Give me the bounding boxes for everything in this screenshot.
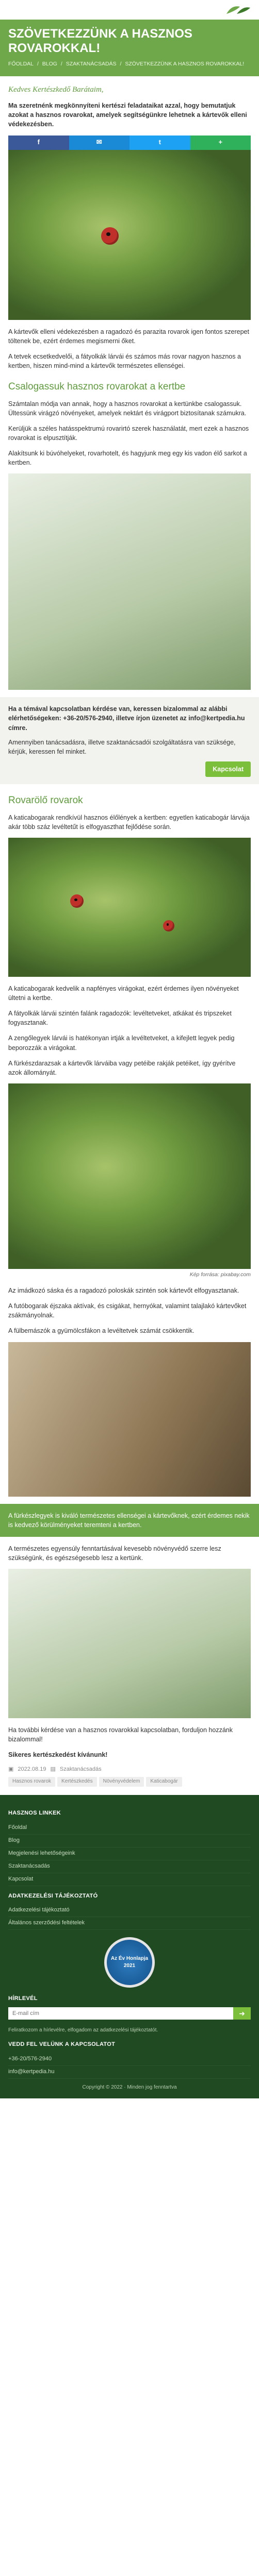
arrow-right-icon: ➜: [239, 2009, 245, 2018]
contact-title: VEDD FEL VELÜNK A KAPCSOLATOT: [8, 2041, 116, 2047]
facebook-icon: f: [37, 138, 40, 146]
privacy-link[interactable]: Adatkezelési tájékoztató: [8, 1904, 251, 1917]
paragraph: A fátyolkák lárvái szintén falánk ragadozók: levéltetveket, atkákat és tripszeket fogyasztanak.: [8, 1010, 232, 1027]
email-link[interactable]: info@kertpedia.hu: [8, 2066, 251, 2079]
badge-text: Az Év Honlapja 2021: [110, 1955, 149, 1969]
email-share-button[interactable]: [69, 135, 130, 150]
breadcrumb-category[interactable]: SZAKTANÁCSADÁS: [66, 61, 117, 67]
footer-links-title: HASZNOS LINKEK: [8, 1809, 61, 1816]
footer-link[interactable]: Szaktanácsadás: [8, 1860, 251, 1873]
article-image-insect: [8, 473, 251, 690]
breadcrumb-blog[interactable]: BLOG: [42, 61, 57, 67]
phone-link[interactable]: +36-20/576-2940: [8, 2053, 251, 2066]
tag[interactable]: Hasznos rovarok: [8, 1777, 55, 1787]
tag[interactable]: Növényvédelem: [99, 1777, 144, 1787]
article-image-ladybugs-leaf: [8, 838, 251, 977]
terms-link[interactable]: Általános szerződési feltételek: [8, 1917, 251, 1930]
paragraph: A kártevők elleni védekezésben a ragadozó és parazita rovarok igen fontos szerepet töltenek be, ezért érdemes megismerni őket.: [8, 328, 249, 345]
paragraph: A zengőlegyek lárvái is hatékonyan irtják a levéltetveket, a kifejlett legyek pedig beporozzák a virágokat.: [8, 1035, 235, 1052]
paragraph: A katicabogarak rendkívül hasznos élőlények a kertben: egyetlen katicabogár lárvája akár több száz levéltetűt is elfogyaszthat fejlődése során.: [8, 814, 250, 831]
section-heading: Csalogassuk hasznos rovarokat a kertbe: [8, 381, 186, 393]
paragraph: A fürkészdarazsak a kártevők lárváiba vagy petéibe rakják petéiket, így gyérítve azok állományát.: [8, 1059, 236, 1076]
post-category[interactable]: Szaktanácsadás: [59, 1766, 102, 1773]
section-heading: Rovarölő rovarok: [8, 795, 83, 806]
image-caption: Kép forrása: pixabay.com: [189, 1271, 251, 1278]
article-image-mantis: [8, 1083, 251, 1269]
calendar-icon: ▣: [8, 1766, 14, 1773]
tag[interactable]: Katicabogár: [146, 1777, 182, 1787]
footer-link[interactable]: Kapcsolat: [8, 1873, 251, 1886]
facebook-share-button[interactable]: [8, 135, 69, 150]
article-image-ladybug: [8, 150, 251, 320]
signature: Sikeres kertészkedést kívánunk!: [8, 1751, 108, 1759]
folder-icon: ▤: [50, 1766, 56, 1773]
newsletter-email-input[interactable]: [8, 2007, 233, 2020]
callout-box: A fürkészlegyek is kiváló természetes ellenségei a kártevőknek, ezért érdemes nekik is kedvező körülményeket teremteni a kertben.: [0, 1504, 259, 1537]
article-content: [0, 84, 259, 1795]
breadcrumb-current: SZÖVETKEZZÜNK A HASZNOS ROVAROKKAL!: [125, 61, 245, 67]
article-image-beetle: [8, 1342, 251, 1497]
cta-text-secondary: Amennyiben tanácsadásra, illetve szaktanácsadói szolgáltatásra van szüksége, kérjük, keressen fel minket.: [8, 738, 236, 755]
contact-cta: [0, 697, 259, 784]
copyright: Copyright © 2022 · Minden jog fenntartva: [82, 2084, 177, 2090]
post-date: 2022.08.19: [18, 1766, 46, 1773]
tag[interactable]: Kertészkedés: [57, 1777, 97, 1787]
breadcrumb-home[interactable]: FŐOLDAL: [8, 61, 34, 67]
greeting: Kedves Kertészkedő Barátaim,: [8, 86, 104, 94]
paragraph: Kerüljük a széles hatásspektrumú rovarirtó szerek használatát, mert ezek a hasznos rovarokat is elpusztítják.: [8, 425, 249, 442]
leaf-logo-icon[interactable]: [223, 2, 254, 18]
more-share-button[interactable]: [190, 135, 251, 150]
paragraph: Számtalan módja van annak, hogy a hasznos rovarokat a kertünkbe csalogassuk. Ültessünk virágzó növényeket, amelyek nektárt és virágport biztosítanak számukra.: [8, 400, 247, 417]
newsletter-consent[interactable]: Feliratkozom a hírlevélre, elfogadom az adatkezelési tájékoztatót.: [8, 2027, 158, 2033]
paragraph: Alakítsunk ki búvóhelyeket, rovarhotelt, és hagyjunk meg egy kis vadon élő sarkot a kertben.: [8, 450, 247, 467]
hero-banner: [0, 20, 259, 76]
plus-icon: +: [218, 138, 223, 146]
newsletter-form: [8, 2007, 251, 2020]
breadcrumb: FŐOLDAL / BLOG / SZAKTANÁCSADÁS / SZÖVETKEZZÜNK A HASZNOS ROVAROKKAL!: [8, 61, 245, 67]
newsletter-submit-button[interactable]: [233, 2007, 251, 2020]
cta-text: Ha a témával kapcsolatban kérdése van, keressen bizalommal az alábbi elérhetőségeken: +36-20/576-2940, illetve írjon üzenetet az info@kertpedia.hu címre.: [8, 705, 245, 732]
paragraph: A tetvek ecsetkedvelői, a fátyolkák lárvái és számos más rovar nagyon hasznos a kertben, hiszen mind-mind a kártevők természetes ellenségei.: [8, 352, 241, 369]
twitter-icon: t: [158, 138, 161, 146]
page-title: SZÖVETKEZZÜNK A HASZNOS ROVAROKKAL!: [8, 27, 192, 55]
newsletter-title: HÍRLEVÉL: [8, 1995, 38, 2002]
paragraph: A futóbogarak éjszaka aktívak, és csigákat, hernyókat, valamint talajlakó kártevőket zsákmányolnak.: [8, 1302, 247, 1319]
footer-link[interactable]: Megjelenési lehetőségeink: [8, 1848, 251, 1860]
footer-privacy-title: ADATKEZELÉSI TÁJÉKOZTATÓ: [8, 1892, 98, 1899]
email-icon: ✉: [96, 138, 102, 146]
footer-link[interactable]: Blog: [8, 1835, 251, 1848]
share-bar: [8, 135, 251, 150]
paragraph: Ha további kérdése van a hasznos rovarokkal kapcsolatban, forduljon hozzánk bizalommal!: [8, 1726, 233, 1743]
article-intro: Ma szeretnénk megkönnyíteni kertészi feladataikat azzal, hogy bemutatjuk azokat a hasznos rovarokat, amelyek segítségünkre lehetnek a kártevők elleni védekezésben.: [8, 102, 247, 128]
top-bar: [0, 0, 259, 20]
award-badge-icon: [104, 1937, 155, 1988]
paragraph: Az imádkozó sáska és a ragadozó poloskák szintén sok kártevőt elfogyasztanak.: [8, 1287, 239, 1295]
post-meta: [8, 1766, 251, 1774]
site-footer: [0, 1795, 259, 2098]
twitter-share-button[interactable]: [130, 135, 190, 150]
paragraph: A katicabogarak kedvelik a napfényes virágokat, ezért érdemes ilyen növényeket ültetni a kertbe.: [8, 985, 239, 1002]
tag-list: [8, 1777, 251, 1795]
paragraph: A természetes egyensúly fenntartásával kevesebb növényvédő szerre lesz szükségünk, és egészségesebb lesz a kertünk.: [8, 1545, 221, 1562]
paragraph: A fülbemászók a gyümölcsfákon a levéltetvek számát csökkentik.: [8, 1327, 195, 1335]
contact-button[interactable]: Kapcsolat: [205, 761, 251, 777]
footer-link[interactable]: Főoldal: [8, 1822, 251, 1835]
article-image-fly: [8, 1569, 251, 1718]
